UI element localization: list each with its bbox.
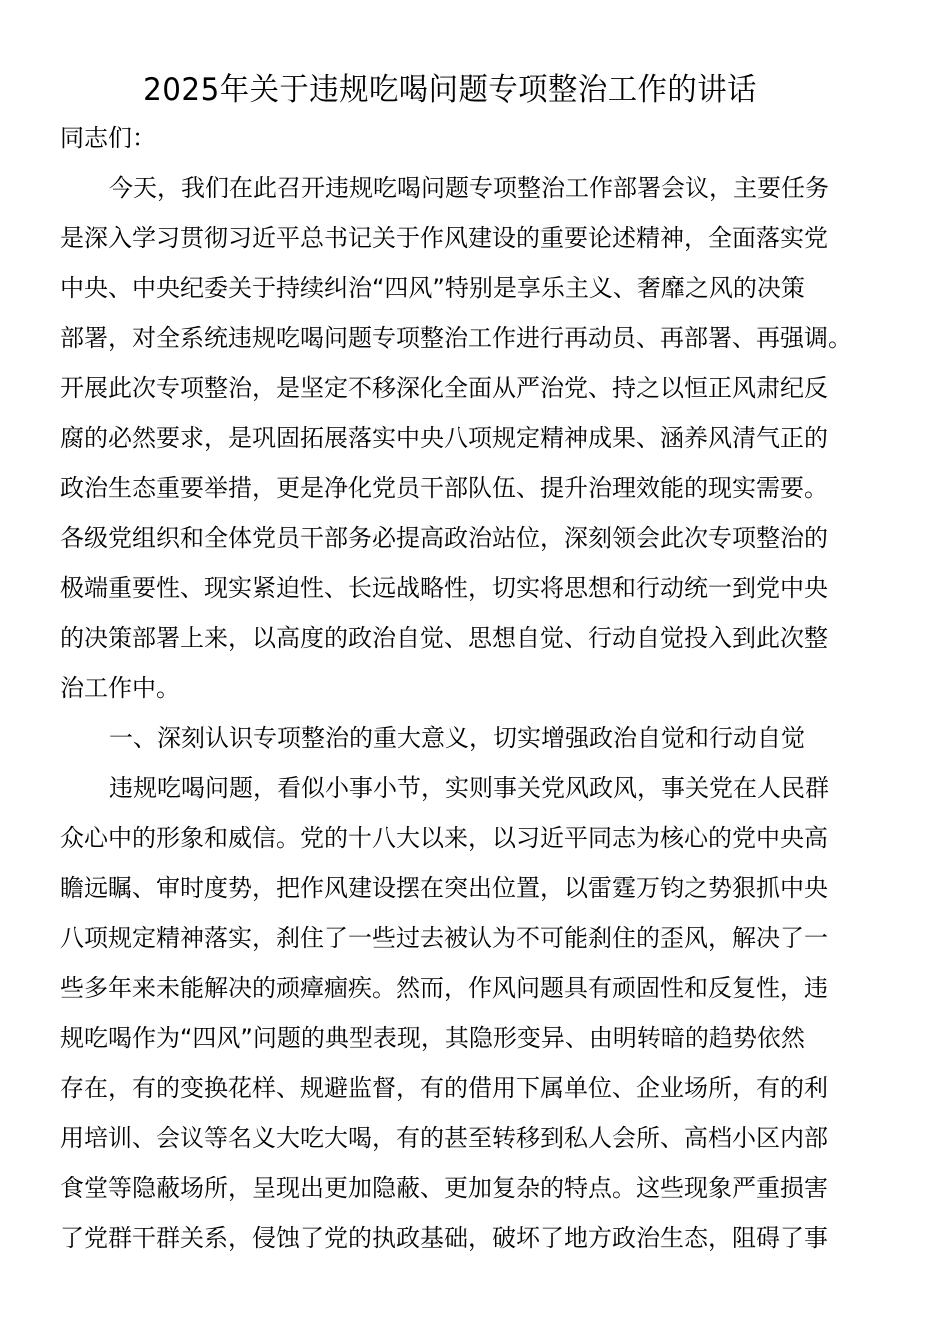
paragraph-line: 开展此次专项整治，是坚定不移深化全面从严治党、持之以恒正风肃纪反 <box>60 374 828 402</box>
paragraph-line: 些多年来未能解决的顽瘴痼疾。然而，作风问题具有顽固性和反复性，违 <box>60 974 828 1002</box>
paragraph-line: 用培训、会议等名义大吃大喝，有的甚至转移到私人会所、高档小区内部 <box>60 1124 828 1152</box>
paragraph-line: 瞻远瞩、审时度势，把作风建设摆在突出位置，以雷霆万钧之势狠抓中央 <box>60 874 828 902</box>
paragraph-line: 存在，有的变换花样、规避监督，有的借用下属单位、企业场所，有的利 <box>60 1074 828 1102</box>
paragraph-line: 治工作中。 <box>60 674 180 702</box>
paragraph-line: 今天，我们在此召开违规吃喝问题专项整治工作部署会议，主要任务 <box>109 174 829 202</box>
section-heading: 一、深刻认识专项整治的重大意义，切实增强政治自觉和行动自觉 <box>109 724 805 752</box>
paragraph-line: 众心中的形象和威信。党的十八大以来，以习近平同志为核心的党中央高 <box>60 824 828 852</box>
paragraph-line: 的决策部署上来，以高度的政治自觉、思想自觉、行动自觉投入到此次整 <box>60 624 828 652</box>
paragraph-line: 政治生态重要举措，更是净化党员干部队伍、提升治理效能的现实需要。 <box>60 474 828 502</box>
paragraph-line: 了党群干群关系，侵蚀了党的执政基础，破坏了地方政治生态，阻碍了事 <box>60 1224 828 1252</box>
document-title: 2025年关于违规吃喝问题专项整治工作的讲话 <box>143 72 757 108</box>
paragraph-line: 部署，对全系统违规吃喝问题专项整治工作进行再动员、再部署、再强调。 <box>60 324 852 352</box>
paragraph-line: 食堂等隐蔽场所，呈现出更加隐蔽、更加复杂的特点。这些现象严重损害 <box>60 1174 828 1202</box>
paragraph-line: 中央、中央纪委关于持续纠治“四风”特别是享乐主义、奢靡之风的决策 <box>60 274 805 302</box>
paragraph-line: 是深入学习贯彻习近平总书记关于作风建设的重要论述精神，全面落实党 <box>60 224 828 252</box>
paragraph-line: 规吃喝作为“四风”问题的典型表现，其隐形变异、由明转暗的趋势依然 <box>60 1024 805 1052</box>
paragraph-line: 极端重要性、现实紧迫性、长远战略性，切实将思想和行动统一到党中央 <box>60 574 828 602</box>
paragraph-line: 腐的必然要求，是巩固拓展落实中央八项规定精神成果、涵养风清气正的 <box>60 424 828 452</box>
salutation: 同志们： <box>60 124 156 152</box>
paragraph-line: 各级党组织和全体党员干部务必提高政治站位，深刻领会此次专项整治的 <box>60 524 828 552</box>
paragraph-line: 八项规定精神落实，刹住了一些过去被认为不可能刹住的歪风，解决了一 <box>60 924 828 952</box>
paragraph-line: 违规吃喝问题，看似小事小节，实则事关党风政风，事关党在人民群 <box>109 774 829 802</box>
